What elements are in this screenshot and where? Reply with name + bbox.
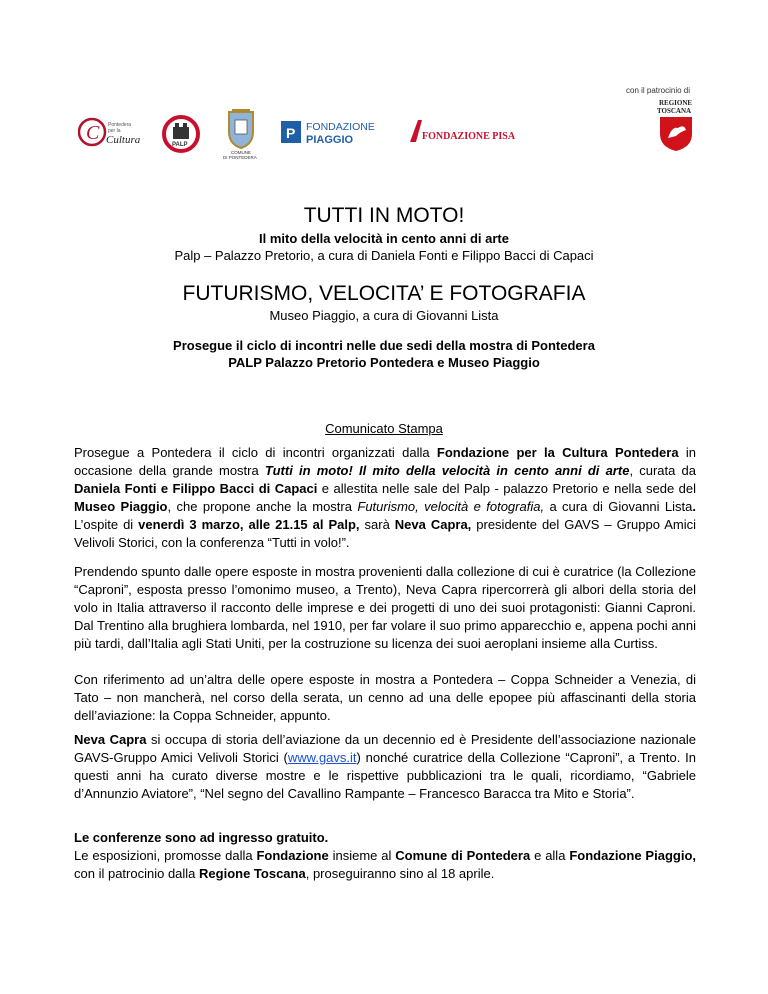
cultura-sub: Pontedera	[108, 122, 132, 128]
svg-text:P: P	[286, 125, 296, 141]
toscana-line2: TOSCANA	[657, 107, 692, 115]
free-entry-note: Le conferenze sono ad ingresso gratuito.	[74, 830, 329, 845]
regione-toscana-logo	[650, 98, 702, 152]
lead-line-2: PALP Palazzo Pretorio Pontedera e Museo Piaggio	[228, 355, 540, 370]
paragraph-coppa-schneider: Con riferimento ad un’altra delle opere esposte in mostra a Pontedera – Coppa Schneider a Venezia, di Tato – non mancherà, nel corso della serata, un cenno ad una delle epopee più affascinanti della storia dell’aviazione: la Coppa Schneider, appunto.	[74, 672, 696, 723]
fondazione-cultura-logo	[78, 112, 148, 152]
paragraph-neva-capra: Neva Capra si occupa di storia dell’aviazione da un decennio ed è Presidente dell’associazione nazionale GAVS-Gruppo Amici Velivoli Storici (www.gavs.it) nonché curatrice della Collezione “Caproni”, a Trento. In questi anni ha curato diverse mostre e le rispettive pubblicazioni tra le quali, ricordiamo, “Gabriele d’Annunzio Aviatore”, “Nel segno del Cavallino Rampante – Francesco Baracca tra Mito e Storia”.	[74, 732, 696, 801]
palp-logo	[160, 112, 202, 156]
fondazione-piaggio-logo	[280, 118, 388, 146]
pisa-text: FONDAZIONE PISA	[422, 131, 516, 142]
piaggio-line1: FONDAZIONE	[306, 121, 375, 133]
comunicato-stampa-heading: Comunicato Stampa	[325, 421, 443, 436]
lead-line-1: Prosegue il ciclo di incontri nelle due sedi della mostra di Pontedera	[173, 338, 595, 353]
comune-pontedera-logo	[218, 108, 264, 160]
cultura-brand: Cultura	[106, 134, 141, 146]
palp-text: PALP	[172, 142, 188, 148]
title-tutti-in-moto: TUTTI IN MOTO!	[303, 204, 465, 227]
piaggio-line2: PIAGGIO	[306, 134, 354, 146]
toscana-line1: REGIONE	[659, 99, 693, 107]
cultura-line2: per la	[108, 128, 121, 134]
title-futurismo: FUTURISMO, VELOCITA’ E FOTOGRAFIA	[182, 282, 586, 305]
fondazione-pisa-logo	[408, 118, 518, 146]
venue-palp: Palp – Palazzo Pretorio, a cura di Daniela Fonti e Filippo Bacci di Capaci	[174, 248, 594, 263]
comune-line1: COMUNE	[231, 150, 251, 155]
subtitle-mito-velocita: Il mito della velocità in cento anni di arte	[259, 231, 509, 246]
paragraph-intro: Prosegue a Pontedera il ciclo di incontri organizzati dalla Fondazione per la Cultura Pontedera in occasione della grande mostra Tutti in moto! Il mito della velocità in cento anni di arte, curata da Daniela Fonti e Filippo Bacci di Capaci e allestita nelle sale del Palp - palazzo Pretorio e nella sede del Museo Piaggio, che propone anche la mostra Futurismo, velocità e fotografia, a cura di Giovanni Lista. L’ospite di venerdì 3 marzo, alle 21.15 al Palp, sarà Neva Capra, presidente del GAVS – Gruppo Amici Velivoli Storici, con la conferenza “Tutti in volo!”.	[74, 445, 697, 550]
venue-museo-piaggio: Museo Piaggio, a cura di Giovanni Lista	[269, 308, 499, 323]
gavs-link[interactable]: www.gavs.it	[287, 750, 357, 765]
paragraph-closing: Le conferenze sono ad ingresso gratuito. Le esposizioni, promosse dalla Fondazione insieme al Comune di Pontedera e alla Fondazione Piaggio, con il patrocinio dalla Regione Toscana, proseguiranno sino al 18 aprile.	[74, 830, 696, 881]
paragraph-caproni: Prendendo spunto dalle opere esposte in mostra provenienti dalla collezione di cui è curatrice (la Collezione “Caproni”, esposta presso l’omonimo museo, a Trento), Neva Capra ripercorrerà gli albori della storia del volo in Italia attraverso il racconto delle imprese e dei progetti di uno dei suoi protagonisti: Gianni Caproni. Dal Trentino alla brughiera lombarda, nel 1910, per far volare il suo primo apparecchio e, appena pochi anni più tardi, dall’Italia agli Stati Uniti, per la costruzione su licenza dei suoi aeroplani insieme alla Curtiss.	[74, 564, 696, 651]
comune-line2: DI PONTEDERA	[223, 155, 257, 160]
patrocinio-label: con il patrocinio di	[626, 86, 691, 95]
svg-text:C: C	[86, 122, 100, 144]
